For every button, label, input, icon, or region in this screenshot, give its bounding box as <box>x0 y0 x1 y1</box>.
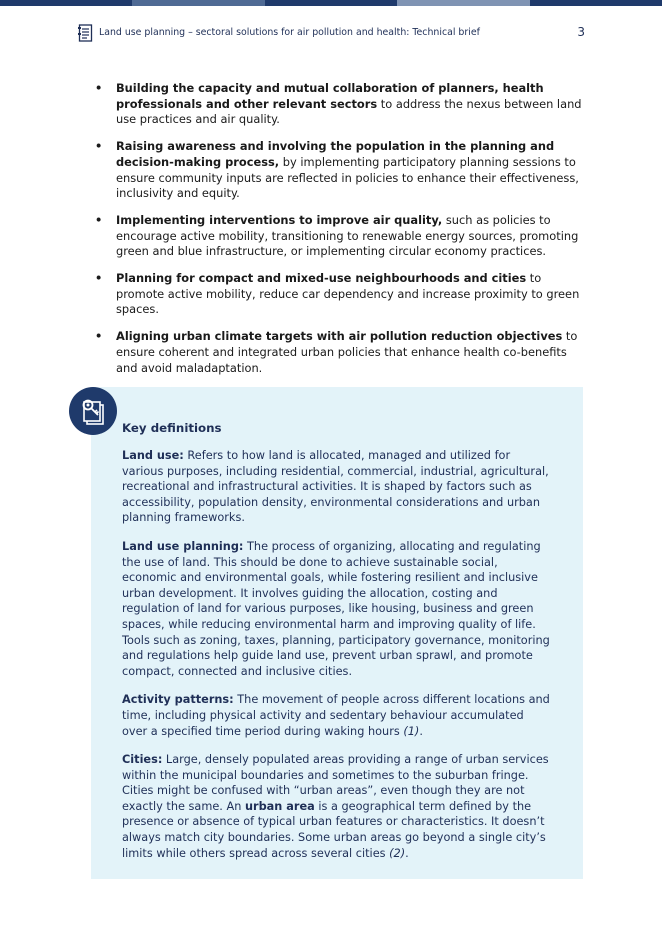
citation-ref: (1) <box>403 724 420 738</box>
recommendation-list <box>94 81 589 387</box>
definitions-content <box>122 420 552 874</box>
list-item <box>94 139 589 202</box>
bullet-text: by implementing participatory planning sessions to ensure community inputs are reflected in policies to enhance their effectiveness, inclusivity and equity. <box>116 154 579 201</box>
definition-land-use <box>122 448 552 526</box>
bullet-text: such as policies to encourage active mobility, transitioning to renewable energy sources, promoting green and blue infrastructure, or implementing circular economy practices. <box>116 212 579 259</box>
top-bar-segment <box>530 0 662 6</box>
definition-term: Cities: <box>122 753 163 767</box>
bullet-lead: Raising awareness and involving the population in the planning and decision-making process, <box>116 139 555 169</box>
definition-term: Land use planning: <box>122 539 244 553</box>
definition-text: Refers to how land is allocated, managed and utilized for various purposes, including residential, commercial, industrial, agricultural, recreational and infrastructural activities. It is shaped by factors such as accessibility, population density, environmental considerations and urban planning frameworks. <box>122 449 549 525</box>
definitions-heading: Key definitions <box>122 421 222 435</box>
definition-text: The movement of people across different locations and time, including physical activity and sedentary behaviour accumulated over a specified time period during waking hours <box>122 693 550 738</box>
top-bar-segment <box>132 0 264 6</box>
definition-text-cont: is a geographical term defined by the presence or absence of typical urban features or characteristics. It doesn’t always match city boundaries. Some urban areas go beyond a single city’s limits while others spread across several cities <box>122 799 546 860</box>
list-item <box>94 81 589 128</box>
page-header <box>78 24 584 44</box>
top-bar-segment <box>397 0 529 6</box>
urban-area-term: urban area <box>244 799 315 813</box>
key-document-icon <box>79 396 107 426</box>
header-title: Land use planning – sectoral solutions for air pollution and health: Technical brief <box>99 27 480 38</box>
list-item <box>94 271 589 318</box>
definition-cities <box>122 752 552 861</box>
top-bar-segment <box>265 0 397 6</box>
bullet-text: to address the nexus between land use practices and air quality. <box>116 96 582 127</box>
definition-activity-patterns <box>122 692 552 739</box>
bullet-marker: • <box>95 329 103 344</box>
bullet-text: to ensure coherent and integrated urban policies that enhance health co-benefits and avoid maladaptation. <box>116 329 578 375</box>
definition-land-use-planning <box>122 539 552 679</box>
key-definitions-badge <box>69 387 117 435</box>
bullet-lead: Aligning urban climate targets with air pollution reduction objectives <box>116 329 563 344</box>
definition-text: The process of organizing, allocating and regulating the use of land. This should be done to achieve sustainable social, economic and environmental goals, while fostering resilient and inclusive urban development. It involves guiding the allocation, costing and regulation of land for various purposes, like housing, business and green spaces, while reducing environmental harm and improving quality of life. Tools such as zoning, taxes, planning, participatory governance, monitoring and regulations help guide land use, prevent urban sprawl, and promote compact, connected and inclusive cities. <box>122 539 550 678</box>
bullet-lead: Building the capacity and mutual collaboration of planners, health professionals and other relevant sectors <box>116 81 544 111</box>
list-item <box>94 213 589 260</box>
bullet-marker: • <box>95 139 103 154</box>
bullet-lead: Planning for compact and mixed-use neighbourhoods and cities <box>116 271 527 286</box>
citation-ref: (2) <box>389 846 406 860</box>
top-bar-segment <box>0 0 132 6</box>
definition-end: . <box>405 846 409 860</box>
bullet-marker: • <box>95 81 103 95</box>
document-icon <box>78 24 94 42</box>
definition-text: Large, densely populated areas providing a range of urban services within the municipal boundaries and sometimes to the suburban fringe. Cities might be confused with “urban areas”, even though they are not exactly the same. An <box>122 753 549 813</box>
bullet-marker: • <box>95 271 103 286</box>
bullet-lead: Implementing interventions to improve air quality, <box>116 212 443 227</box>
definition-end: . <box>419 724 423 738</box>
top-color-bar <box>0 0 662 6</box>
bullet-text: to promote active mobility, reduce car dependency and increase proximity to green spaces. <box>116 271 580 317</box>
page-number: 3 <box>577 25 585 39</box>
definition-term: Land use: <box>122 449 184 462</box>
bullet-marker: • <box>95 212 103 227</box>
definition-term: Activity patterns: <box>122 693 234 707</box>
list-item <box>94 329 589 376</box>
